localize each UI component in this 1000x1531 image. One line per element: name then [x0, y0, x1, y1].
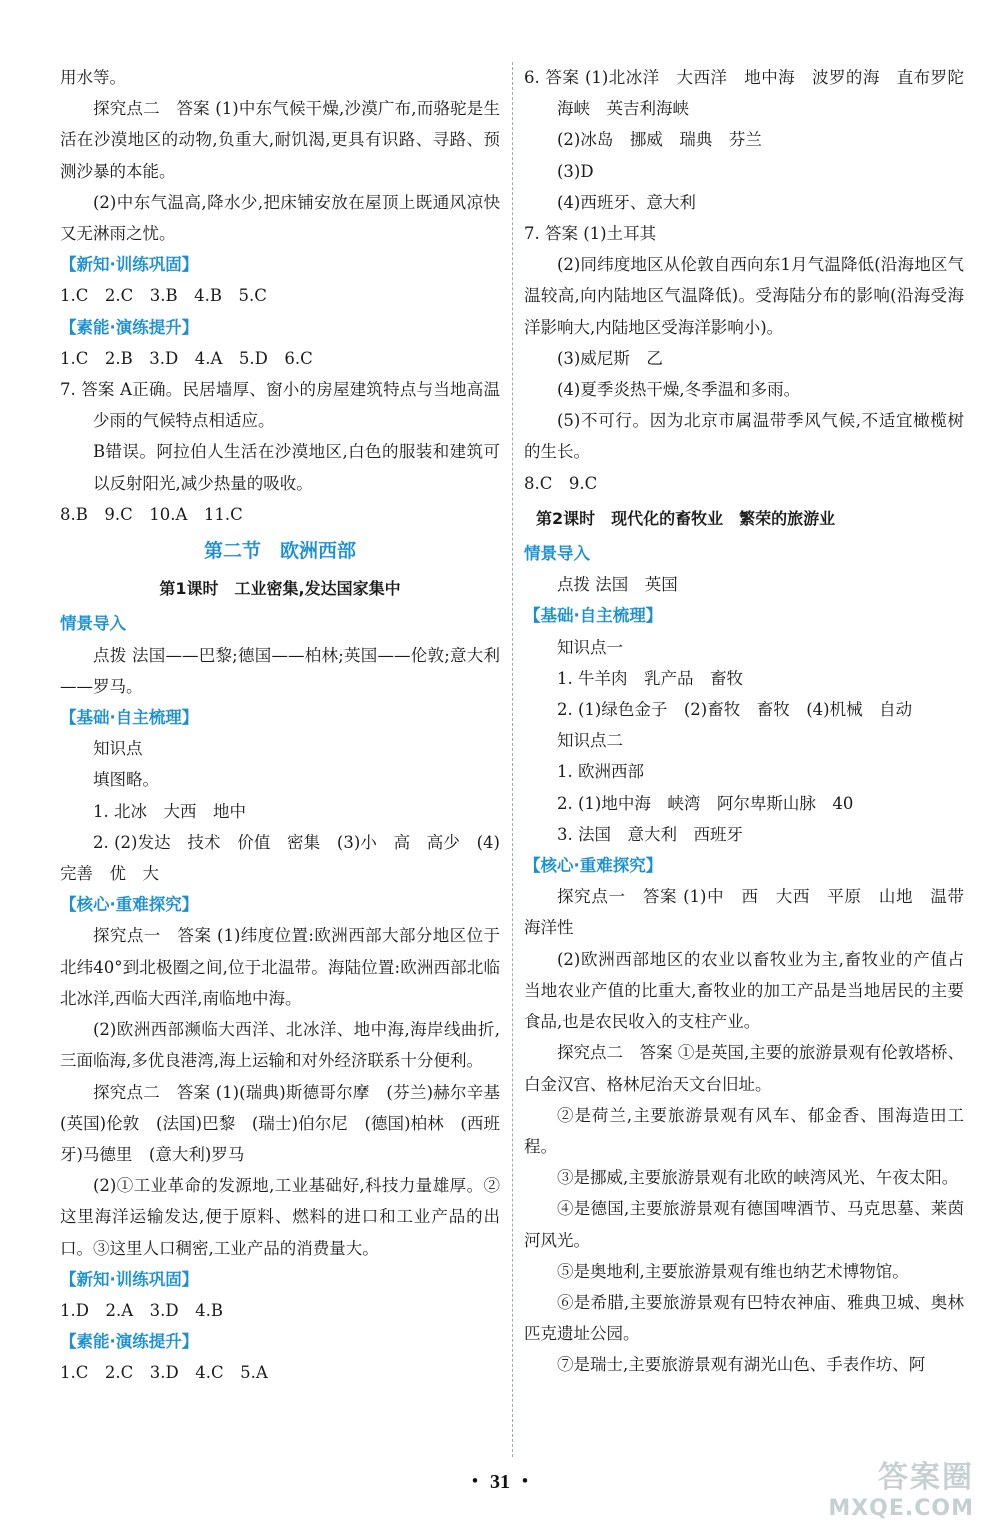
answer-7: 7. 答案 A正确。民居墙厚、窗小的房屋建筑特点与当地高温少雨的气候特点相适应。 [60, 380, 500, 431]
paragraph: 用水等。 [60, 68, 126, 87]
section-heading-basics: 【基础·自主梳理】 [60, 708, 199, 728]
paragraph: 点拨 法国 英国 [557, 575, 678, 595]
column-divider [512, 62, 513, 1457]
answer-line: 2. (1)地中海 峡湾 阿尔卑斯山脉 40 [557, 793, 854, 813]
paragraph: 点拨 法国——巴黎;德国——柏林;英国——伦敦;意大利——罗马。 [60, 645, 500, 696]
paragraph: ⑦是瑞士,主要旅游景观有湖光山色、手表作坊、阿 [557, 1355, 926, 1375]
section-heading-practice: 【新知·训练巩固】 [60, 255, 199, 275]
answer-line: 1.C 2.B 3.D 4.A 5.D 6.C [60, 348, 313, 368]
answer-line: 1. 北冰 大西 地中 [93, 801, 246, 821]
knowledge-point-label: 知识点二 [557, 731, 623, 751]
paragraph: (3)D [557, 161, 594, 181]
paragraph: ⑤是奥地利,主要旅游景观有维也纳艺术博物馆。 [557, 1261, 909, 1281]
paragraph: (2)中东气温高,降水少,把床铺安放在屋顶上既通风凉快又无淋雨之忧。 [60, 192, 500, 244]
paragraph: (2)冰岛 挪威 瑞典 芬兰 [557, 130, 762, 150]
paragraph: (2)同纬度地区从伦敦自西向东1月气温降低(沿海地区气温较高,向内陆地区气温降低)。受海陆分布的影响(沿海受海洋影响大,内陆地区受海洋影响小)。 [524, 255, 964, 337]
paragraph: (5)不可行。因为北京市属温带季风气候,不适宜橄榄树的生长。 [524, 411, 964, 462]
answer-6: 6. 答案 (1)北冰洋 大西洋 地中海 波罗的海 直布罗陀海峡 英吉利海峡 [524, 68, 964, 119]
answer-7: 7. 答案 (1)土耳其 [524, 224, 657, 244]
section-heading-practice: 【新知·训练巩固】 [60, 1269, 199, 1289]
watermark-logo [828, 1452, 974, 1521]
paragraph: (3)威尼斯 乙 [557, 348, 663, 368]
answer-line: 1. 欧洲西部 [557, 762, 644, 782]
answer-line: 3. 法国 意大利 西班牙 [557, 824, 743, 844]
paragraph: (4)夏季炎热干燥,冬季温和多雨。 [557, 380, 801, 400]
section-heading-core: 【核心·重难探究】 [524, 856, 663, 876]
explore-point-2-answer: 探究点二 答案 (1)中东气候干燥,沙漠广布,而骆驼是生活在沙漠地区的动物,负重大,耐饥渴,更具有识路、寻路、预测沙暴的本能。 [60, 99, 500, 181]
section-heading-intro: 情景导入 [60, 614, 126, 634]
answer-line: 2. (1)绿色金子 (2)畜牧 畜牧 (4)机械 自动 [557, 700, 913, 720]
explore-point-1-answer: 探究点一 答案 (1)纬度位置:欧洲西部大部分地区位于北纬40°到北极圈之间,位于北温带。海陆位置:欧洲西部北临北冰洋,西临大西洋,南临地中海。 [60, 926, 500, 1008]
section-heading-basics: 【基础·自主梳理】 [524, 606, 663, 626]
section-heading-core: 【核心·重难探究】 [60, 895, 199, 915]
chapter-title: 第二节 欧洲西部 [203, 540, 356, 563]
answer-line: 1.D 2.A 3.D 4.B [60, 1300, 223, 1320]
page-number: ・ 31 ・ [465, 1471, 535, 1493]
lesson-title: 第2课时 现代化的畜牧业 繁荣的旅游业 [536, 508, 836, 528]
answer-line: 1.C 2.C 3.D 4.C 5.A [60, 1363, 268, 1383]
answer-line: 8.C 9.C [524, 473, 598, 493]
paragraph: ④是德国,主要旅游景观有德国啤酒节、马克思墓、莱茵河风光。 [524, 1199, 964, 1250]
paragraph: ③是挪威,主要旅游景观有北欧的峡湾风光、午夜太阳。 [557, 1168, 959, 1188]
answer-line: 2. (2)发达 技术 价值 密集 (3)小 高 高少 (4)完善 优 大 [60, 832, 500, 884]
paragraph: (2)欧洲西部濒临大西洋、北冰洋、地中海,海岸线曲折,三面临海,多优良港湾,海上运输和对外经济联系十分便利。 [60, 1020, 500, 1071]
right-column [524, 62, 964, 1381]
explore-point-1-answer: 探究点一 答案 (1)中 西 大西 平原 山地 温带海洋性 [524, 887, 964, 938]
paragraph: ⑥是希腊,主要旅游景观有巴特农神庙、雅典卫城、奥林匹克遗址公园。 [524, 1292, 964, 1344]
answer-line: 1. 牛羊肉 乳产品 畜牧 [557, 668, 743, 688]
watermark-text: 答案圈 [878, 1460, 974, 1495]
paragraph: 填图略。 [93, 770, 159, 790]
paragraph: (4)西班牙、意大利 [557, 192, 696, 212]
explore-point-2-answer: 探究点二 答案 ①是英国,主要的旅游景观有伦敦塔桥、白金汉宫、格林尼治天文台旧址。 [524, 1043, 964, 1094]
knowledge-point-label: 知识点一 [557, 637, 623, 657]
answer-line: 1.C 2.C 3.B 4.B 5.C [60, 286, 267, 306]
section-heading-intro: 情景导入 [524, 544, 590, 564]
paragraph: ②是荷兰,主要旅游景观有风车、郁金香、围海造田工程。 [524, 1105, 964, 1156]
explore-point-2-answer: 探究点二 答案 (1)(瑞典)斯德哥尔摩 (芬兰)赫尔辛基 (英国)伦敦 (法国)巴黎 (瑞士)伯尔尼 (德国)柏林 (西班牙)马德里 (意大利)罗马 [60, 1082, 517, 1164]
left-column [60, 62, 517, 1389]
knowledge-point-label: 知识点 [93, 739, 143, 759]
section-heading-improve: 【素能·演练提升】 [60, 317, 199, 337]
lesson-title: 第1课时 工业密集,发达国家集中 [159, 579, 401, 599]
watermark-url: MXQE.COM [828, 1496, 974, 1521]
answer-line: 8.B 9.C 10.A 11.C [60, 504, 243, 524]
paragraph: B错误。阿拉伯人生活在沙漠地区,白色的服装和建筑可以反射阳光,减少热量的吸收。 [93, 442, 500, 493]
paragraph: (2)欧洲西部地区的农业以畜牧业为主,畜牧业的产值占当地农业产值的比重大,畜牧业的加工产品是当地居民的主要食品,也是农民收入的支柱产业。 [524, 949, 964, 1032]
paragraph: (2)①工业革命的发源地,工业基础好,科技力量雄厚。②这里海洋运输发达,便于原料、燃料的进口和工业产品的出口。③这里人口稠密,工业产品的消费量大。 [60, 1176, 500, 1258]
section-heading-improve: 【素能·演练提升】 [60, 1332, 199, 1352]
